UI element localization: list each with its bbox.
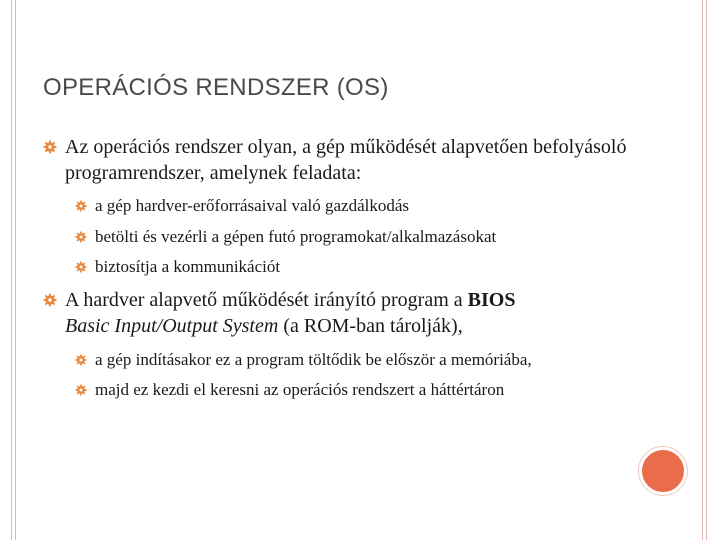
gear-icon	[75, 200, 87, 212]
sub-bullet-text: betölti és vezérli a gépen futó programokat/alkalmazásokat	[95, 227, 497, 246]
sub-bullet-item	[75, 377, 675, 404]
bullet-item	[43, 134, 663, 186]
bullet-text	[65, 287, 663, 339]
sub-bullet-text: a gép hardver-erőforrásaival való gazdálkodás	[95, 196, 410, 215]
gear-icon	[75, 384, 87, 396]
sub-bullet-item	[75, 347, 675, 374]
bullet-text-suffix: (a ROM-ban tárolják),	[278, 315, 463, 337]
left-border-line	[15, 0, 16, 540]
gear-icon	[43, 293, 57, 307]
gear-icon	[43, 140, 57, 154]
gear-icon	[75, 231, 87, 243]
accent-circle	[639, 447, 687, 495]
bullet-text: Az operációs rendszer olyan, a gép működését alapvetően befolyásoló programrendszer, amelynek feladata:	[65, 136, 627, 184]
bullet-text-prefix: A hardver alapvető működését irányító program a	[65, 289, 468, 311]
slide-title: OPERÁCIÓS RENDSZER (OS)	[43, 74, 389, 101]
gear-icon	[75, 261, 87, 273]
gear-icon	[75, 354, 87, 366]
right-border-line	[706, 0, 707, 540]
sub-bullet-text: a gép indításakor ez a program töltődik be először a memóriába,	[95, 350, 532, 369]
sub-bullet-text: majd ez kezdi el keresni az operációs rendszert a háttértáron	[95, 380, 505, 399]
sub-bullet-item	[75, 254, 675, 281]
sub-bullet-item	[75, 193, 675, 220]
sub-bullet-item	[75, 224, 675, 251]
bullet-item	[43, 287, 663, 339]
sub-bullet-text: biztosítja a kommunikációt	[95, 257, 281, 276]
bios-expansion: Basic Input/Output System	[65, 315, 279, 337]
left-border-line	[11, 0, 12, 540]
right-border-line	[702, 0, 703, 540]
bios-term: BIOS	[467, 289, 516, 311]
